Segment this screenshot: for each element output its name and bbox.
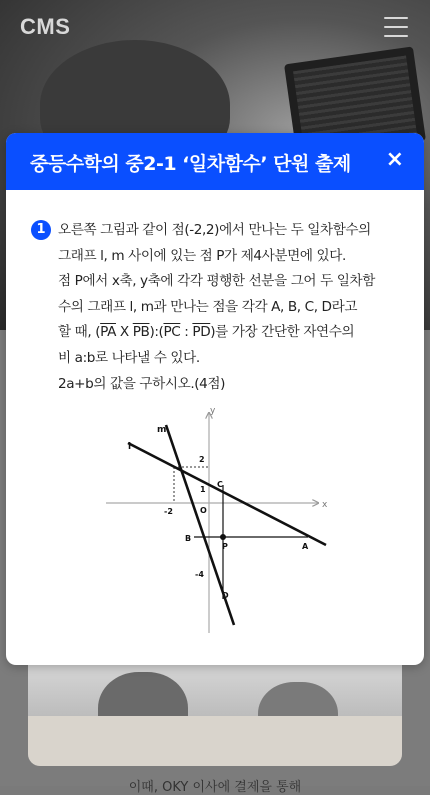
question-line: 비 a:b로 나타낼 수 있다. bbox=[58, 349, 200, 366]
linear-function-graph bbox=[106, 403, 331, 635]
classroom-photo bbox=[28, 652, 402, 766]
question-text bbox=[58, 218, 403, 397]
question-line: 점 P에서 x축, y축에 각각 평행한 선분을 그어 두 일차함 bbox=[58, 273, 375, 290]
cms-logo[interactable]: CMS bbox=[20, 14, 71, 39]
question-line-ratio bbox=[58, 320, 403, 346]
photo-caption: 이때, OKY 이사에 결제을 통해 bbox=[128, 780, 302, 795]
ratio-text: )를 가장 간단한 자연수의 bbox=[210, 324, 355, 341]
label-neg-four: -4 bbox=[195, 570, 204, 579]
top-navigation-bar bbox=[0, 0, 430, 58]
hamburger-menu-icon[interactable] bbox=[384, 17, 408, 37]
label-x: x bbox=[322, 500, 328, 510]
exam-question-modal bbox=[6, 133, 424, 665]
question-line: 수의 그래프 l, m과 만나는 점을 각각 A, B, C, D라고 bbox=[58, 298, 358, 315]
menu-line bbox=[384, 26, 408, 28]
label-two: 2 bbox=[199, 455, 205, 464]
ratio-text: ):( bbox=[149, 324, 164, 341]
question-line: 오른쪽 그림과 같이 점(-2,2)에서 만나는 두 일차함수의 bbox=[58, 222, 371, 238]
label-c: C bbox=[217, 480, 223, 489]
label-y: y bbox=[210, 406, 216, 416]
line-l bbox=[128, 443, 326, 545]
segment-pd: $\overline{PD}$ bbox=[192, 324, 211, 341]
ratio-text: : bbox=[180, 324, 193, 341]
close-icon[interactable]: × bbox=[385, 147, 404, 172]
menu-line bbox=[384, 35, 408, 37]
menu-line bbox=[384, 17, 408, 19]
modal-header bbox=[6, 133, 424, 190]
segment-pa: $\overline{PA}$ bbox=[100, 324, 116, 341]
label-origin: O bbox=[200, 506, 207, 515]
label-a: A bbox=[302, 542, 309, 551]
label-p: P bbox=[222, 542, 228, 551]
label-d: D bbox=[222, 591, 229, 600]
question-line: 그래프 l, m 사이에 있는 점 P가 제4사분면에 있다. bbox=[58, 247, 346, 264]
graph-svg bbox=[106, 403, 331, 635]
question-line: 2a+b의 값을 구하시오.(4점) bbox=[58, 375, 226, 392]
label-one: 1 bbox=[200, 485, 206, 494]
question-number-badge: 1 bbox=[31, 220, 51, 240]
segment-pb: $\overline{PB}$ bbox=[132, 324, 150, 341]
point-p bbox=[220, 534, 226, 540]
ratio-text: 할 때, ( bbox=[58, 324, 101, 341]
modal-title: 중등수학의 중2-1 ‘일차함수’ 단원 출제 bbox=[30, 153, 351, 175]
photo-desk-shape bbox=[28, 716, 402, 766]
label-l: l bbox=[128, 442, 132, 452]
label-neg-two: -2 bbox=[164, 507, 173, 516]
label-b: B bbox=[185, 534, 192, 543]
label-m: m bbox=[157, 425, 167, 435]
ratio-text: X bbox=[115, 324, 133, 341]
segment-pc: $\overline{PC}$ bbox=[163, 324, 181, 341]
